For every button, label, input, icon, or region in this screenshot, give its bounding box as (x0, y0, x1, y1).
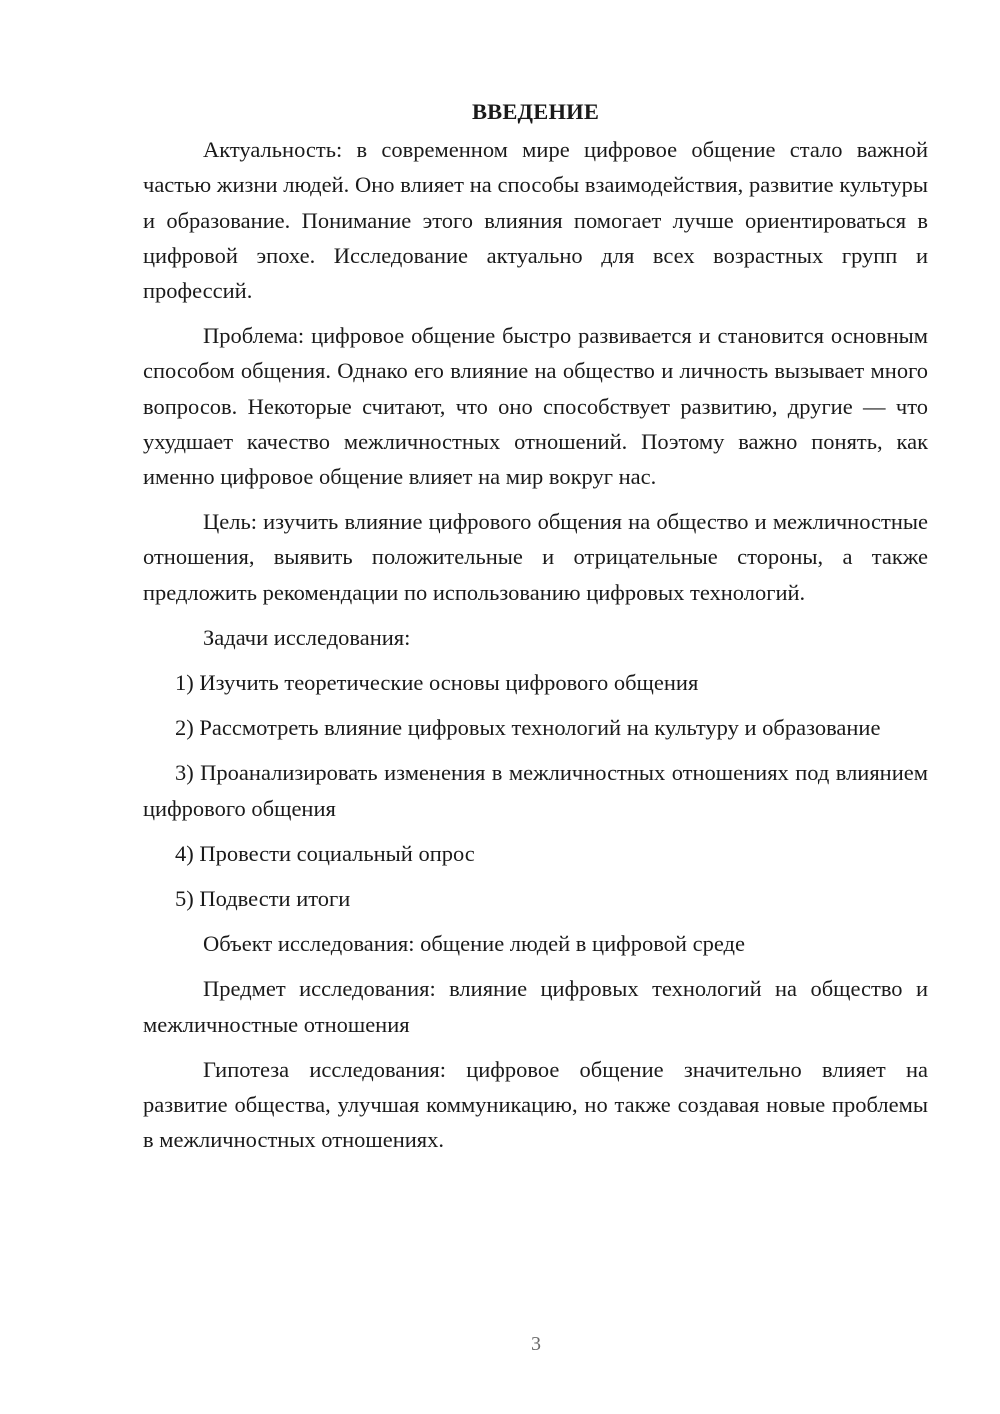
relevance-paragraph: Актуальность: в современном мире цифровое общение стало важной частью жизни людей. Оно влияет на способы взаимодействия, развитие культуры и образование. Понимание этого влияния помогает лучше ориентироваться в цифровой эпохе. Исследование актуально для всех возрастных групп и профессий. (143, 137, 928, 304)
goal-paragraph: Цель: изучить влияние цифрового общения на общество и межличностные отношения, выявить положительные и отрицательные стороны, а также предложить рекомендации по использованию цифровых технологий. (143, 509, 928, 605)
problem-paragraph: Проблема: цифровое общение быстро развивается и становится основным способом общения. Однако его влияние на общество и личность вызывает много вопросов. Некоторые считают, что оно способствует развитию, другие — что ухудшает качество межличностных отношений. Поэтому важно понять, как именно цифровое общение влияет на мир вокруг нас. (143, 323, 928, 490)
hypothesis-paragraph: Гипотеза исследования: цифровое общение значительно влияет на развитие общества, улучшая коммуникацию, но также создавая новые проблемы в межличностных отношениях. (143, 1056, 928, 1153)
task-item: 3) Проанализировать изменения в межличностных отношениях под влиянием цифрового общения (143, 760, 928, 821)
task-item: 1) Изучить теоретические основы цифрового общения (175, 670, 699, 696)
object-paragraph: Объект исследования: общение людей в цифровой среде (203, 931, 745, 957)
task-item: 5) Подвести итоги (175, 886, 351, 912)
task-item: 2) Рассмотреть влияние цифровых технологий на культуру и образование (175, 715, 881, 741)
section-title: ВВЕДЕНИЕ (471, 99, 600, 124)
tasks-heading: Задачи исследования: (203, 624, 411, 650)
subject-paragraph: Предмет исследования: влияние цифровых технологий на общество и межличностные отношения (143, 976, 928, 1037)
task-item: 4) Провести социальный опрос (175, 840, 475, 866)
page-number: 3 (531, 1333, 541, 1355)
document-body (143, 94, 928, 1167)
tasks-list (143, 665, 928, 916)
